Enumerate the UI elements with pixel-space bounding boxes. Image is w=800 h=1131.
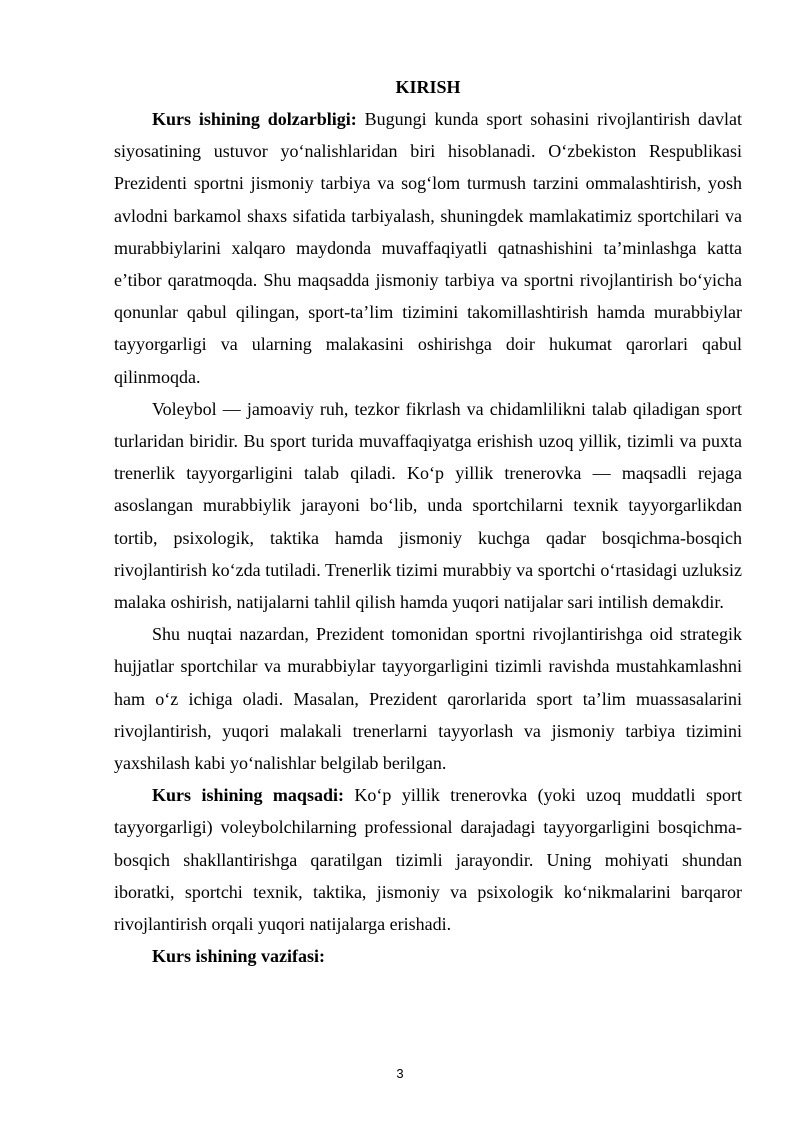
paragraph-text: Bugungi kunda sport sohasini rivojlantirish davlat siyosatining ustuvor yo‘nalishlaridan biri hisoblanadi. O‘zbekiston Respublikasi Prezidenti sportni jismoniy tarbiya va sog‘lom turmush tarzini ommalashtirish, yosh avlodni barkamol shaxs sifatida tarbiyalash, shuningdek mamlakatimiz sportchilari va murabbiylarini xalqaro maydonda muvaffaqiyatli qatnashishini ta’minlashga katta e’tibor qaratmoqda. Shu maqsadda jismoniy tarbiya va sportni rivojlantirish bo‘yicha qonunlar qabul qilingan, sport-ta’lim tizimini takomillashtirish hamda murabbiylar tayyorgarligi va ularning malakasini oshirishga doir hukumat qarorlari qabul qilinmoqda. [114, 109, 743, 387]
paragraph-text: Ko‘p yillik trenerovka (yoki uzoq muddatli sport tayyorgarligi) voleybolchilarning professional darajadagi tayyorgarligini bosqichma-bosqich shakllantirishga qaratilgan tizimli jarayondir. Uning mohiyati shundan iboratki, sportchi texnik, taktika, jismoniy va psixologik ko‘nikmalarini barqaror rivojlantirish orqali yuqori natijalarga erishadi. [114, 785, 742, 935]
paragraph-text: Voleybol — jamoaviy ruh, tezkor fikrlash va chidamlilikni talab qiladigan sport turlaridan biridir. Bu sport turida muvaffaqiyatga erishish uzoq yillik, tizimli va puxta trenerlik tayyorgarligini talab qiladi. Ko‘p yillik trenerovka — maqsadli rejaga asoslangan murabbiylik jarayoni bo‘lib, unda sportchilarni texnik tayyorgarlikdan tortib, psixologik, taktika hamda jismoniy kuchga qadar bosqichma-bosqich rivojlantirish ko‘zda tutiladi. Trenerlik tizimi murabbiy va sportchi o‘rtasidagi uzluksiz malaka oshirish, natijalarni tahlil qilish hamda yuqori natijalar sari intilish demakdir. [114, 398, 742, 613]
paragraph-relevance [114, 103, 742, 393]
paragraph-text: Shu nuqtai nazardan, Prezident tomonidan sportni rivojlantirishga oid strategik hujjatlar sportchilar va murabbiylar tayyorgarligini tizimli ravishda mustahkamlashni ham o‘z ichiga oladi. Masalan, Prezident qarorlarida sport ta’lim muassasalarini rivojlantirish, yuqori malakali trenerlarni tayyorlash va jismoniy tarbiya tizimini yaxshilash kabi yo‘nalishlar belgilab berilgan. [114, 624, 742, 774]
document-page [114, 72, 742, 972]
paragraph-lead: Kurs ishining dolzarbligi: [152, 109, 357, 129]
paragraph-tasks [114, 940, 742, 972]
page-title: KIRISH [395, 77, 461, 97]
paragraph-president-strategy [114, 618, 742, 779]
paragraph-lead: Kurs ishining vazifasi: [152, 946, 326, 967]
paragraph-goal [114, 779, 742, 940]
paragraph-lead: Kurs ishining maqsadi: [152, 785, 344, 806]
page-number: 3 [396, 1066, 404, 1081]
paragraph-volleyball [114, 393, 742, 618]
